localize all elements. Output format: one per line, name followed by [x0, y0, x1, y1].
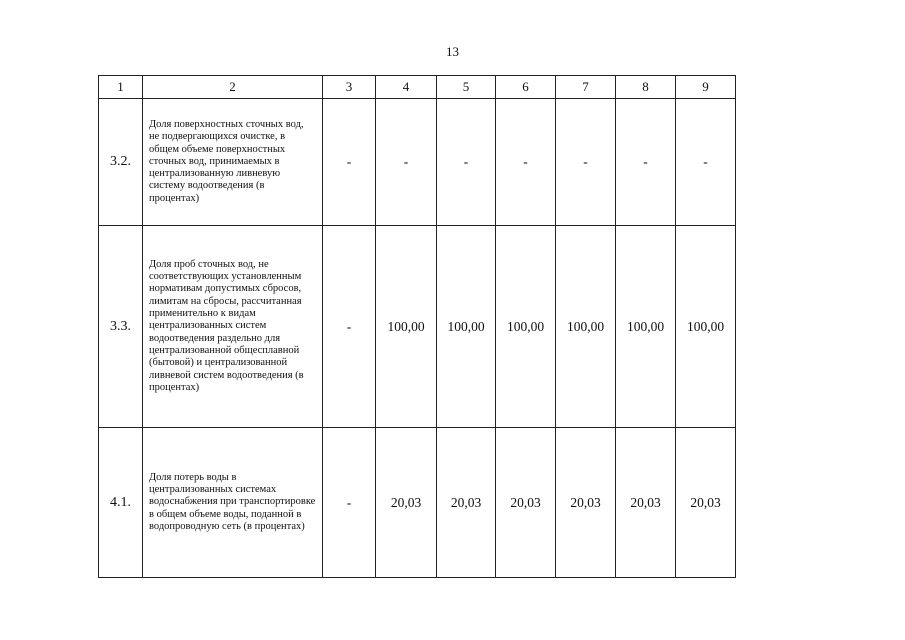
cell-value: -	[437, 99, 496, 226]
cell-value: 100,00	[556, 226, 616, 428]
cell-value: 20,03	[556, 428, 616, 578]
cell-value: -	[376, 99, 437, 226]
cell-value: 100,00	[437, 226, 496, 428]
row-number: 3.3.	[99, 226, 143, 428]
column-header: 7	[556, 76, 616, 99]
cell-value: -	[676, 99, 736, 226]
cell-value: -	[323, 99, 376, 226]
table-row	[99, 99, 736, 226]
cell-value: 20,03	[376, 428, 437, 578]
cell-value: 100,00	[616, 226, 676, 428]
cell-value: 20,03	[437, 428, 496, 578]
column-header: 2	[143, 76, 323, 99]
column-header: 1	[99, 76, 143, 99]
page-number: 13	[446, 44, 459, 59]
column-header: 9	[676, 76, 736, 99]
cell-value: -	[496, 99, 556, 226]
table-header-row	[99, 76, 736, 99]
column-header: 8	[616, 76, 676, 99]
column-header: 5	[437, 76, 496, 99]
cell-value: 100,00	[496, 226, 556, 428]
table-row	[99, 428, 736, 578]
column-header: 4	[376, 76, 437, 99]
cell-value: 20,03	[496, 428, 556, 578]
indicators-table	[98, 75, 736, 578]
cell-value: 100,00	[676, 226, 736, 428]
row-description: Доля проб сточных вод, не соответствующих установленным нормативам допустимых сбросов, лимитам на сбросы, рассчитанная применительно к видам централизованных систем водоотведения раздельно для централизованной общесплавной (бытовой) и централизованной ливневой систем водоотведения (в процентах)	[143, 226, 323, 428]
table-row	[99, 226, 736, 428]
cell-value: -	[556, 99, 616, 226]
cell-value: -	[323, 226, 376, 428]
cell-value: 20,03	[616, 428, 676, 578]
row-description: Доля потерь воды в централизованных системах водоснабжения при транспортировке в общем объеме воды, поданной в водопроводную сеть (в процентах)	[143, 428, 323, 578]
cell-value: 20,03	[676, 428, 736, 578]
row-description: Доля поверхностных сточных вод, не подвергающихся очистке, в общем объеме поверхностных сточных вод, принимаемых в централизованную ливневую систему водоотведения (в процентах)	[143, 99, 323, 226]
cell-value: -	[616, 99, 676, 226]
cell-value: 100,00	[376, 226, 437, 428]
column-header: 3	[323, 76, 376, 99]
column-header: 6	[496, 76, 556, 99]
cell-value: -	[323, 428, 376, 578]
row-number: 4.1.	[99, 428, 143, 578]
row-number: 3.2.	[99, 99, 143, 226]
